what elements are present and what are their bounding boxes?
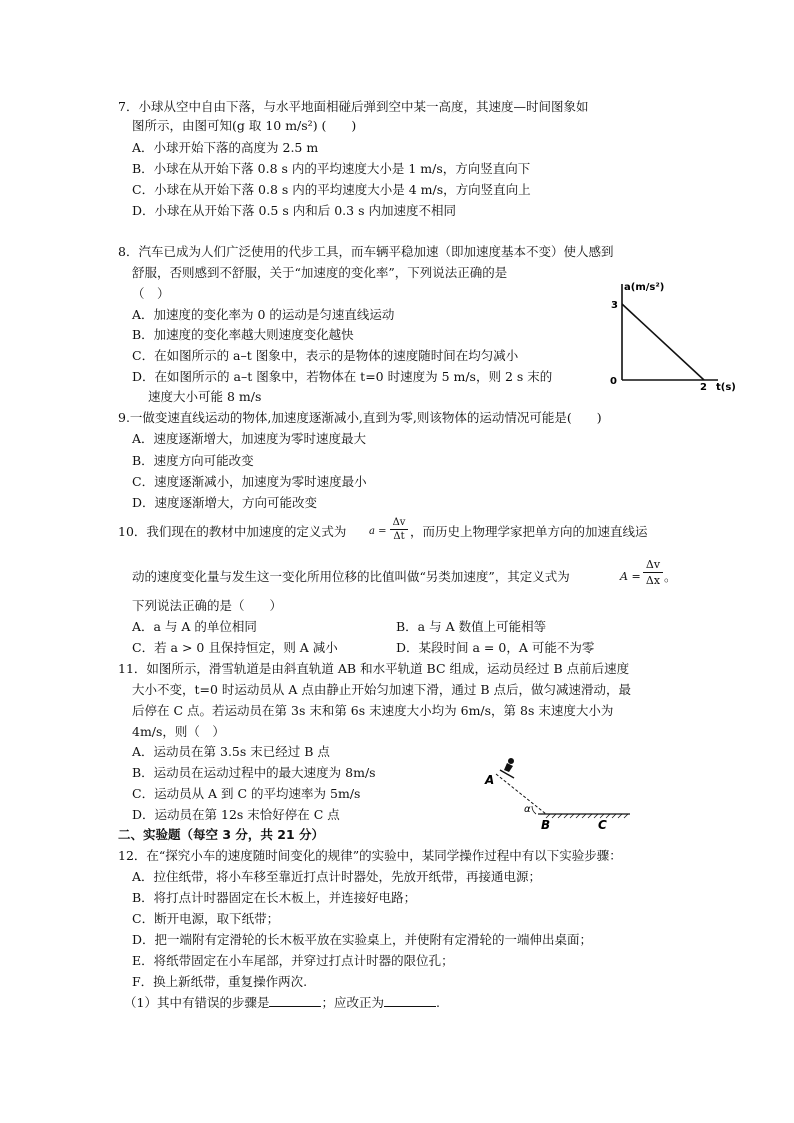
q10-formula-A-lhs: A =: [620, 570, 641, 583]
section-2-title: 二、实验题（每空 3 分，共 21 分）: [118, 827, 325, 842]
q11-stem-line4: 4m/s，则（ ）: [132, 724, 225, 739]
q12-sub1-suffix: .: [435, 995, 440, 1010]
q10-formula-a-fraction: [390, 517, 408, 542]
q11-stem-line1: 11．如图所示，滑雪轨道是由斜直轨道 AB 和水平轨道 BC 组成，运动员经过 B 点前后速度: [118, 661, 630, 676]
q12-step-e: E．将纸带固定在小车尾部，并穿过打点计时器的限位孔；: [132, 953, 454, 968]
q10-stem-line1-pre: 10．我们现在的教材中加速度的定义式为: [118, 524, 347, 539]
q8-stem-line1: 8．汽车已成为人们广泛使用的代步工具，而车辆平稳加速（即加速度基本不变）使人感到: [118, 244, 614, 259]
angle-arc: [532, 806, 536, 814]
q8-option-b: B．加速度的变化率越大则速度变化越快: [132, 327, 354, 342]
q8-option-a: A．加速度的变化率为 0 的运动是匀速直线运动: [132, 307, 395, 322]
q9-stem: 9.一做变速直线运动的物体,加速度逐渐减小,直到为零,则该物体的运动情况可能是( ): [118, 410, 602, 425]
incline-track-ab: [496, 774, 546, 814]
q10-stem-line2-post: 。: [664, 569, 677, 584]
q10-option-a: A．a 与 A 的单位相同: [132, 619, 257, 634]
q12-step-a: A．拉住纸带，将小车移至靠近打点计时器处，先放开纸带，再接通电源；: [132, 869, 542, 884]
q10-stem-line2-pre: 动的速度变化量与发生这一变化所用位移的比值叫做“另类加速度”，其定义式为: [132, 569, 570, 584]
q12-step-f: F．换上新纸带，重复操作两次.: [132, 974, 308, 989]
q9-option-a: A．速度逐渐增大，加速度为零时速度最大: [132, 431, 367, 446]
q10-option-d: D．某段时间 a = 0，A 可能不为零: [396, 640, 595, 655]
q11-option-a: A．运动员在第 3.5s 末已经过 B 点: [132, 744, 330, 759]
q10-stem-line3: 下列说法正确的是（ ）: [132, 598, 283, 613]
answer-blank-1[interactable]: [269, 994, 321, 1007]
q8-stem-line3: （ ）: [132, 286, 170, 301]
q11-stem-line3: 后停在 C 点。若运动员在第 3s 末和第 6s 末速度大小均为 6m/s，第 8s 末速度大小为: [132, 703, 614, 718]
q11-option-c: C．运动员从 A 到 C 的平均速率为 5m/s: [132, 786, 361, 801]
q7-option-b: B．小球在从开始下落 0.8 s 内的平均速度大小是 1 m/s，方向竖直向下: [132, 161, 531, 176]
q12-step-b: B．将打点计时器固定在长木板上，并连接好电路；: [132, 890, 417, 905]
q10-stem-line1-post: ，而历史上物理学家把单方向的加速直线运: [410, 524, 648, 539]
point-b-label: B: [541, 818, 551, 832]
q7-stem-line2: 图所示，由图可知(g 取 10 m/s²) ( ): [132, 118, 357, 133]
x-tick-label: 2: [700, 382, 707, 393]
at-line: [622, 304, 704, 380]
q7-option-a: A．小球开始下落的高度为 2.5 m: [132, 140, 319, 155]
q12-step-d: D．把一端附有定滑轮的长木板平放在实验桌上，并使附有定滑轮的一端伸出桌面；: [132, 932, 593, 947]
angle-label: α: [524, 804, 531, 815]
q11-ski-track-figure: [480, 756, 640, 834]
q12-step-c: C．断开电源，取下纸带；: [132, 911, 280, 926]
answer-blank-2[interactable]: [384, 994, 436, 1007]
q11-option-d: D．运动员在第 12s 末恰好停在 C 点: [132, 807, 340, 822]
skier-icon: [500, 758, 514, 778]
y-tick-label: 3: [611, 300, 618, 311]
q10-formula-A-numerator: Δv: [645, 558, 661, 571]
x-axis-label: t(s): [716, 382, 736, 393]
q10-formula-A-fraction: [643, 558, 663, 587]
q11-stem-line2: 大小不变，t=0 时运动员从 A 点由静止开始匀加速下滑，通过 B 点后，做匀减速滑动，最: [132, 682, 632, 697]
q7-stem-line1: 7．小球从空中自由下落，与水平地面相碰后弹到空中某一高度，其速度—时间图象如: [118, 99, 589, 114]
q10-formula-a-numerator: Δv: [392, 517, 406, 528]
q12-stem: 12．在“探究小车的速度随时间变化的规律”的实验中，某同学操作过程中有以下实验步骤：: [118, 848, 622, 863]
q10-formula-a-lhs: a =: [369, 526, 387, 537]
q12-sub1-middle: ；应改正为: [321, 995, 384, 1010]
q9-option-c: C．速度逐渐减小，加速度为零时速度最小: [132, 474, 367, 489]
q7-option-d: D．小球在从开始下落 0.5 s 内和后 0.3 s 内加速度不相同: [132, 203, 456, 218]
y-axis-label: a(m/s²): [624, 282, 665, 293]
q10-option-b: B．a 与 A 数值上可能相等: [396, 619, 547, 634]
q7-option-c: C．小球在从开始下落 0.8 s 内的平均速度大小是 4 m/s，方向竖直向上: [132, 182, 531, 197]
q9-option-d: D．速度逐渐增大，方向可能改变: [132, 495, 318, 510]
q8-at-graph: [600, 276, 745, 396]
q11-option-b: B．运动员在运动过程中的最大速度为 8m/s: [132, 765, 376, 780]
q8-stem-line2: 舒服，否则感到不舒服，关于“加速度的变化率”，下列说法正确的是: [132, 265, 508, 280]
q10-formula-A-denominator: Δx: [645, 574, 661, 587]
q8-option-d-line1: D．在如图所示的 a–t 图象中，若物体在 t=0 时速度为 5 m/s，则 2 s 末的: [132, 369, 553, 384]
origin-label: 0: [610, 376, 617, 387]
q10-formula-a-denominator: Δt: [393, 531, 405, 542]
q8-option-c: C．在如图所示的 a–t 图象中，表示的是物体的速度随时间在均匀减小: [132, 348, 519, 363]
q10-option-c: C．若 a > 0 且保持恒定，则 A 减小: [132, 640, 338, 655]
q12-sub1: [124, 994, 440, 1012]
point-a-label: A: [485, 773, 495, 787]
q8-option-d-line2: 速度大小可能 8 m/s: [148, 389, 262, 404]
q9-option-b: B．速度方向可能改变: [132, 453, 254, 468]
point-c-label: C: [598, 818, 607, 832]
q12-sub1-prefix: （1）其中有错误的步骤是: [124, 995, 270, 1010]
